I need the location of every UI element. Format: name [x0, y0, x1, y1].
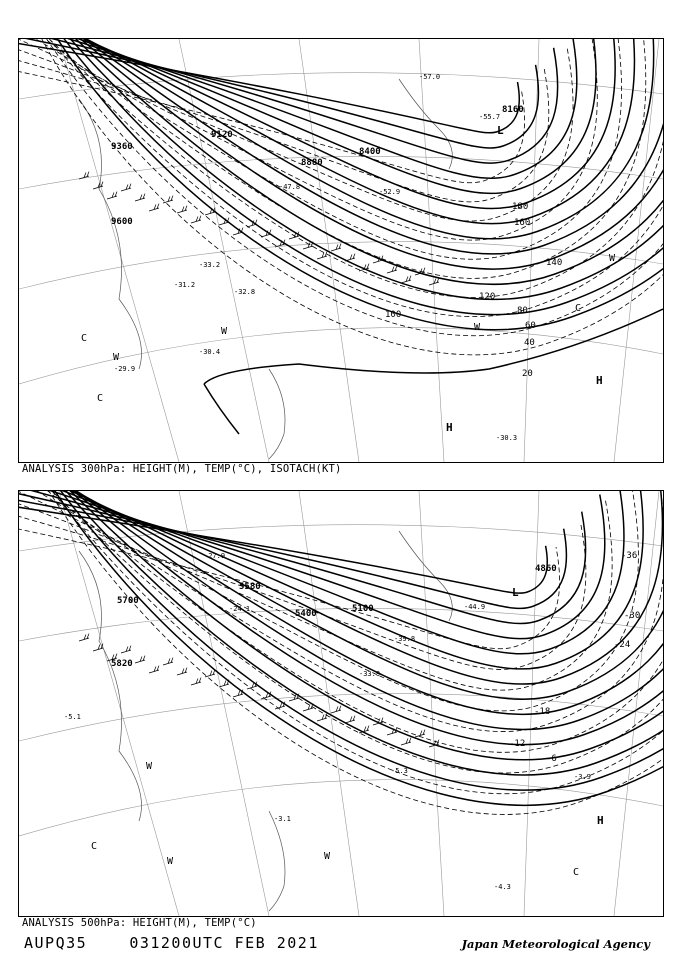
temp-label: -44.9 — [464, 603, 486, 611]
wind-barb — [191, 216, 201, 223]
high-center-marker: H — [596, 374, 603, 387]
height-label-5700: 5700 — [117, 596, 139, 606]
wind-barb — [401, 738, 411, 745]
temp-label: -52.9 — [379, 188, 401, 196]
warm-center-marker: W — [113, 352, 120, 363]
isotach-label-120: 120 — [479, 292, 496, 302]
temperature-contour — [19, 491, 663, 752]
height-contour — [19, 39, 654, 239]
temp-label: -3.1 — [274, 815, 291, 823]
temp-label: -31.2 — [174, 281, 196, 289]
height-label-5580: 5580 — [239, 582, 261, 592]
height-contour — [19, 491, 663, 745]
wind-barb — [345, 716, 355, 723]
height-contour — [19, 39, 663, 299]
temp-label: -29.9 — [114, 365, 136, 373]
cold-center-marker: C — [573, 867, 580, 878]
height-label-8160: 8160 — [502, 105, 524, 115]
wind-barb — [191, 678, 201, 685]
temp-label: -27.9 — [204, 552, 226, 560]
wind-barb — [149, 204, 159, 211]
temp-label: -57.0 — [419, 73, 441, 81]
temperature-contour — [19, 500, 612, 690]
height-label-9120: 9120 — [211, 130, 233, 140]
temperature-contour — [19, 491, 663, 773]
wind-barb — [303, 704, 313, 711]
temperature-contour — [19, 491, 663, 814]
temp-label: -3.9 — [574, 773, 591, 781]
chart-id: AUPQ35 — [24, 934, 88, 952]
warm-center-marker: W — [324, 851, 331, 862]
wind-barb — [401, 276, 411, 283]
temperature-contour — [19, 491, 663, 732]
valid-time: 031200UTC FEB 2021 — [129, 934, 319, 952]
temp-contour-label-6: -6 — [546, 754, 557, 764]
isotach-label-20: 20 — [522, 369, 533, 379]
low-center-marker: L — [512, 586, 519, 599]
map-500hpa — [19, 491, 663, 916]
wind-barb — [331, 244, 341, 251]
temp-label: -32.8 — [234, 288, 256, 296]
jet-boundary — [204, 384, 239, 434]
wind-barb — [107, 192, 117, 199]
height-label-9360: 9360 — [111, 142, 133, 152]
wind-barb — [331, 706, 341, 713]
wind-barb — [177, 206, 187, 213]
isotach-label-60: 60 — [525, 321, 536, 331]
temp-label: -47.8 — [279, 183, 301, 191]
panel-500hpa — [18, 490, 664, 917]
height-label-5820: 5820 — [111, 659, 133, 669]
wind-barb — [429, 278, 439, 285]
warm-center-marker: W — [609, 253, 616, 264]
caption-500hpa: ANALYSIS 500hPa: HEIGHT(M), TEMP(°C) — [22, 917, 257, 929]
caption-300hpa: ANALYSIS 300hPa: HEIGHT(M), TEMP(°C), ISOTACH(KT) — [22, 463, 342, 475]
height-label-5100: 5100 — [352, 604, 374, 614]
temp-label: -30.4 — [199, 348, 221, 356]
cold-center-marker: C — [575, 303, 582, 314]
wind-barb — [163, 196, 173, 203]
isotach-label-80: 80 — [517, 306, 528, 316]
temp-contour-label-18: -18 — [534, 707, 551, 717]
high-center-marker: H — [597, 814, 604, 827]
cold-center-marker: C — [97, 393, 104, 404]
height-contour — [19, 39, 663, 284]
isotach-contour — [19, 39, 597, 240]
height-label-8880: 8880 — [301, 158, 323, 168]
height-label-4860: 4860 — [535, 564, 557, 574]
cold-center-marker: C — [91, 841, 98, 852]
warm-center-marker: W — [221, 326, 228, 337]
wind-barb — [149, 666, 159, 673]
warm-center-marker: W — [167, 856, 174, 867]
temp-label: -30.3 — [496, 434, 518, 442]
wind-barb — [205, 208, 215, 215]
chart-id-and-time — [24, 934, 319, 952]
height-contour — [19, 491, 663, 790]
wind-barb — [121, 646, 131, 653]
height-label-8400: 8400 — [359, 147, 381, 157]
temp-label: -5.1 — [64, 713, 81, 721]
wind-barb — [415, 730, 425, 737]
wind-barb — [163, 658, 173, 665]
jet-boundary — [204, 309, 663, 384]
wind-barb — [261, 692, 271, 699]
high-center-marker: H — [446, 421, 453, 434]
wind-barb — [387, 266, 397, 273]
agency-name: Japan Meteorological Agency — [461, 937, 650, 951]
temp-contour-label-12: -12 — [509, 739, 526, 749]
wind-barb — [79, 634, 89, 641]
temp-label: -33.9 — [359, 670, 381, 678]
temp-label: -24.1 — [229, 605, 251, 613]
cold-center-marker: C — [81, 333, 88, 344]
isotach-label-40: 40 — [524, 338, 535, 348]
isotach-label-140: 140 — [546, 258, 563, 268]
isotach-label-180: 180 — [512, 202, 529, 212]
panel-300hpa — [18, 38, 664, 463]
temp-label: -55.7 — [479, 113, 501, 121]
warm-center-marker: W — [474, 322, 481, 333]
temp-label: -39.8 — [394, 635, 416, 643]
temp-label: -33.2 — [199, 261, 221, 269]
warm-center-marker: W — [146, 761, 153, 772]
temp-label: -4.3 — [494, 883, 511, 891]
wind-barb — [317, 252, 327, 259]
wind-barb — [205, 670, 215, 677]
height-label-9600: 9600 — [111, 217, 133, 227]
isotach-label-160: 160 — [514, 218, 531, 228]
temp-label: -5.3 — [391, 767, 408, 775]
low-center-marker: L — [497, 124, 504, 137]
temp-contour-label-36: -36 — [621, 551, 638, 561]
temp-contour-label-24: -24 — [614, 640, 631, 650]
height-contour — [19, 39, 663, 269]
wind-barb — [135, 194, 145, 201]
temp-contour-label-30: -30 — [624, 611, 641, 621]
height-label-5400: 5400 — [295, 609, 317, 619]
wind-barb — [177, 668, 187, 675]
wind-barb — [247, 682, 257, 689]
isotach-label-100: 100 — [385, 310, 402, 320]
height-contour — [19, 39, 663, 315]
wind-barb — [135, 656, 145, 663]
map-300hpa — [19, 39, 663, 462]
wind-barb — [121, 184, 131, 191]
